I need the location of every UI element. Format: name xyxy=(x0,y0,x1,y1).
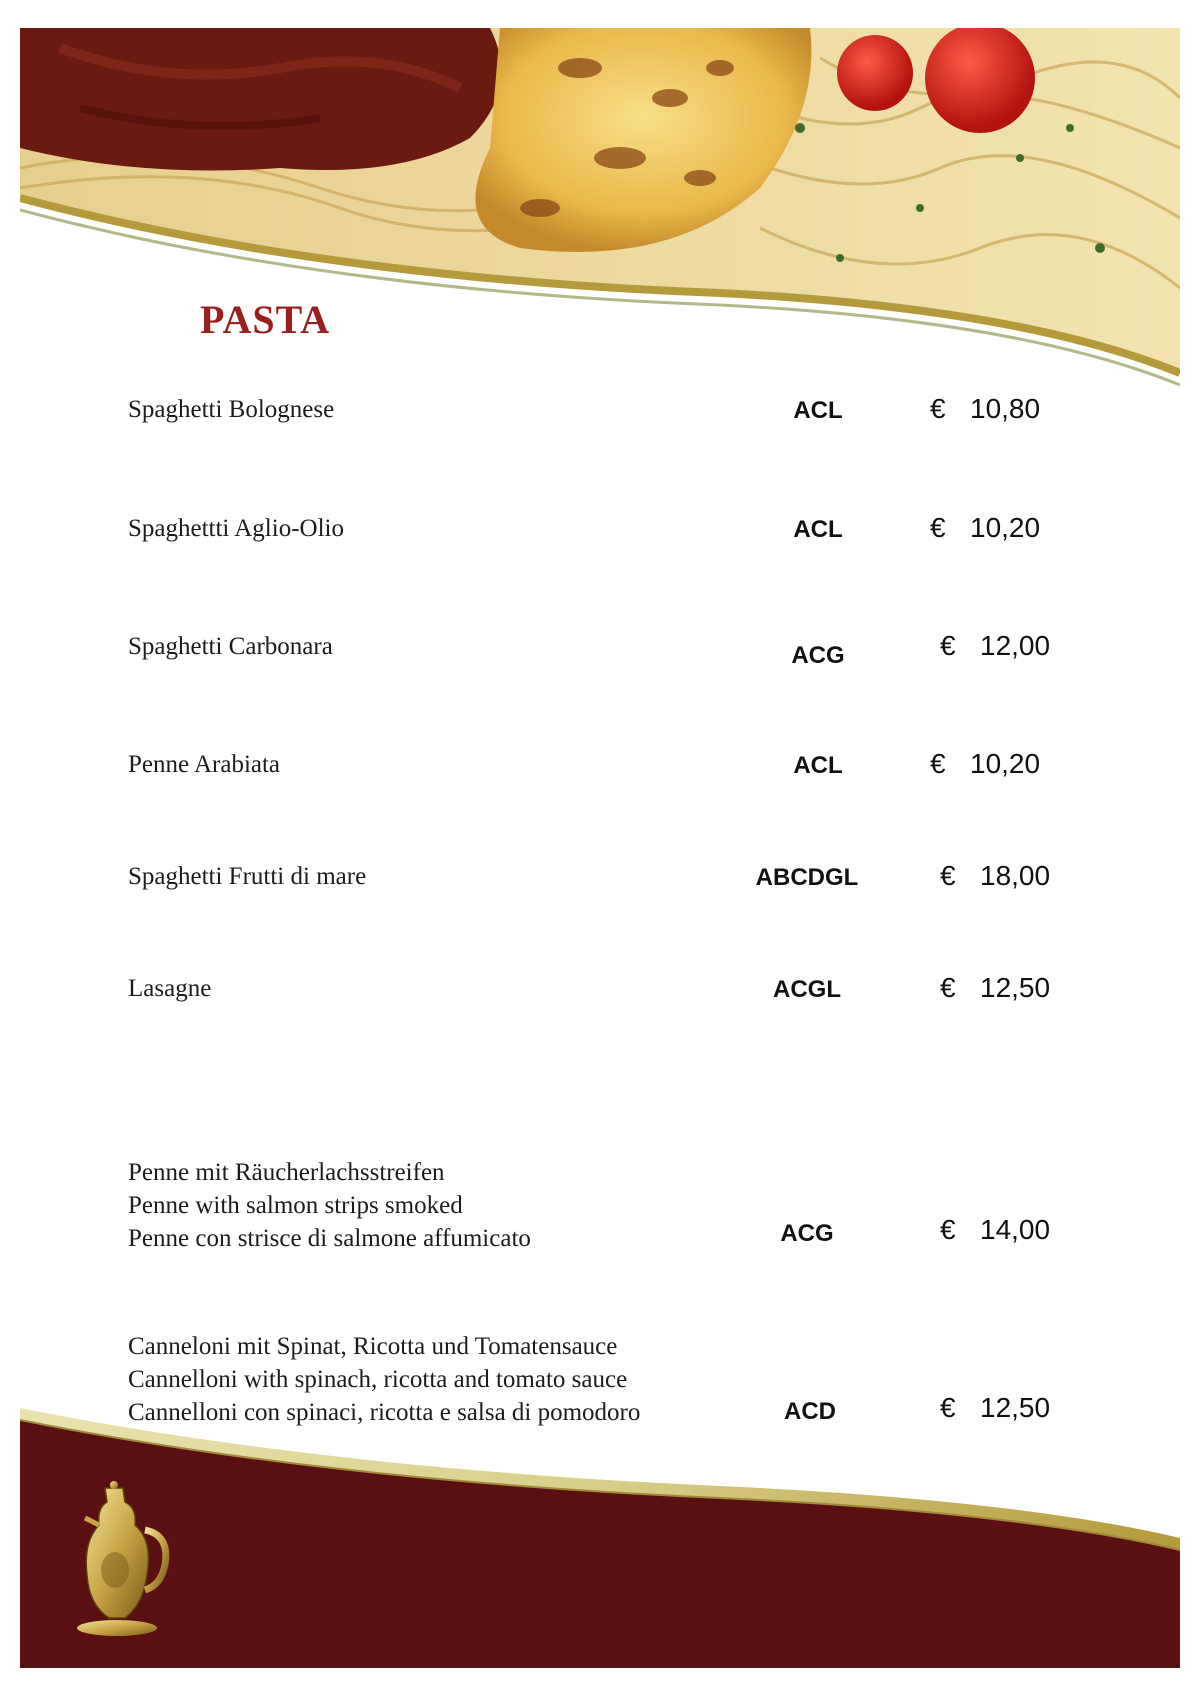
dish-name: Canneloni mit Spinat, Ricotta und Tomatensauce xyxy=(128,1333,618,1360)
section-title: PASTA xyxy=(200,297,331,342)
dish-name: Spaghetti Bolognese xyxy=(128,396,335,423)
price xyxy=(940,860,1090,892)
dish-name-italian: Cannelloni con spinaci, ricotta e salsa di pomodoro xyxy=(128,1399,641,1426)
currency-symbol: € xyxy=(940,630,956,661)
price xyxy=(940,630,1090,662)
allergen-codes: ACD xyxy=(784,1398,836,1425)
currency-symbol: € xyxy=(930,512,946,543)
dish-name: Lasagne xyxy=(128,975,212,1002)
currency-symbol: € xyxy=(930,393,946,424)
allergen-codes: ACG xyxy=(791,642,845,669)
footer-band xyxy=(20,1400,1180,1670)
allergen-codes: ACL xyxy=(793,752,843,779)
allergen-codes: ACG xyxy=(780,1220,834,1247)
allergen-codes: ABCDGL xyxy=(755,864,859,891)
currency-symbol: € xyxy=(940,1392,956,1423)
pasta-photo xyxy=(20,28,1180,398)
price xyxy=(940,972,1090,1004)
item-names xyxy=(128,972,211,1005)
price-value: 10,20 xyxy=(970,748,1041,779)
item-names xyxy=(128,860,366,893)
dish-name-italian: Penne con strisce di salmone affumicato xyxy=(128,1225,531,1252)
dish-name-english: Penne with salmon strips smoked xyxy=(128,1192,463,1219)
item-names xyxy=(128,748,280,781)
dish-name: Penne mit Räucherlachsstreifen xyxy=(128,1159,445,1186)
jug-icon xyxy=(65,1480,175,1640)
dish-name: Spaghettti Aglio-Olio xyxy=(128,515,344,542)
currency-symbol: € xyxy=(940,860,956,891)
price-value: 12,50 xyxy=(980,1392,1051,1423)
dish-name: Penne Arabiata xyxy=(128,751,281,778)
price-value: 12,50 xyxy=(980,972,1051,1003)
item-names xyxy=(128,630,333,663)
dish-name: Spaghetti Frutti di mare xyxy=(128,863,367,890)
item-names xyxy=(128,393,334,426)
price xyxy=(930,393,1080,425)
price xyxy=(930,512,1080,544)
price xyxy=(940,1214,1090,1246)
allergen-codes: ACL xyxy=(793,397,843,424)
item-names xyxy=(128,512,344,545)
price-value: 14,00 xyxy=(980,1214,1051,1245)
price-value: 12,00 xyxy=(980,630,1051,661)
allergen-codes: ACL xyxy=(793,516,843,543)
price-value: 10,20 xyxy=(970,512,1041,543)
price xyxy=(930,748,1080,780)
currency-symbol: € xyxy=(940,972,956,1003)
price-value: 18,00 xyxy=(980,860,1051,891)
item-names xyxy=(128,1156,531,1255)
currency-symbol: € xyxy=(940,1214,956,1245)
currency-symbol: € xyxy=(930,748,946,779)
dish-name: Spaghetti Carbonara xyxy=(128,633,333,660)
allergen-codes: ACGL xyxy=(773,976,841,1003)
dish-name-english: Cannelloni with spinach, ricotta and tomato sauce xyxy=(128,1366,628,1393)
price-value: 10,80 xyxy=(970,393,1041,424)
